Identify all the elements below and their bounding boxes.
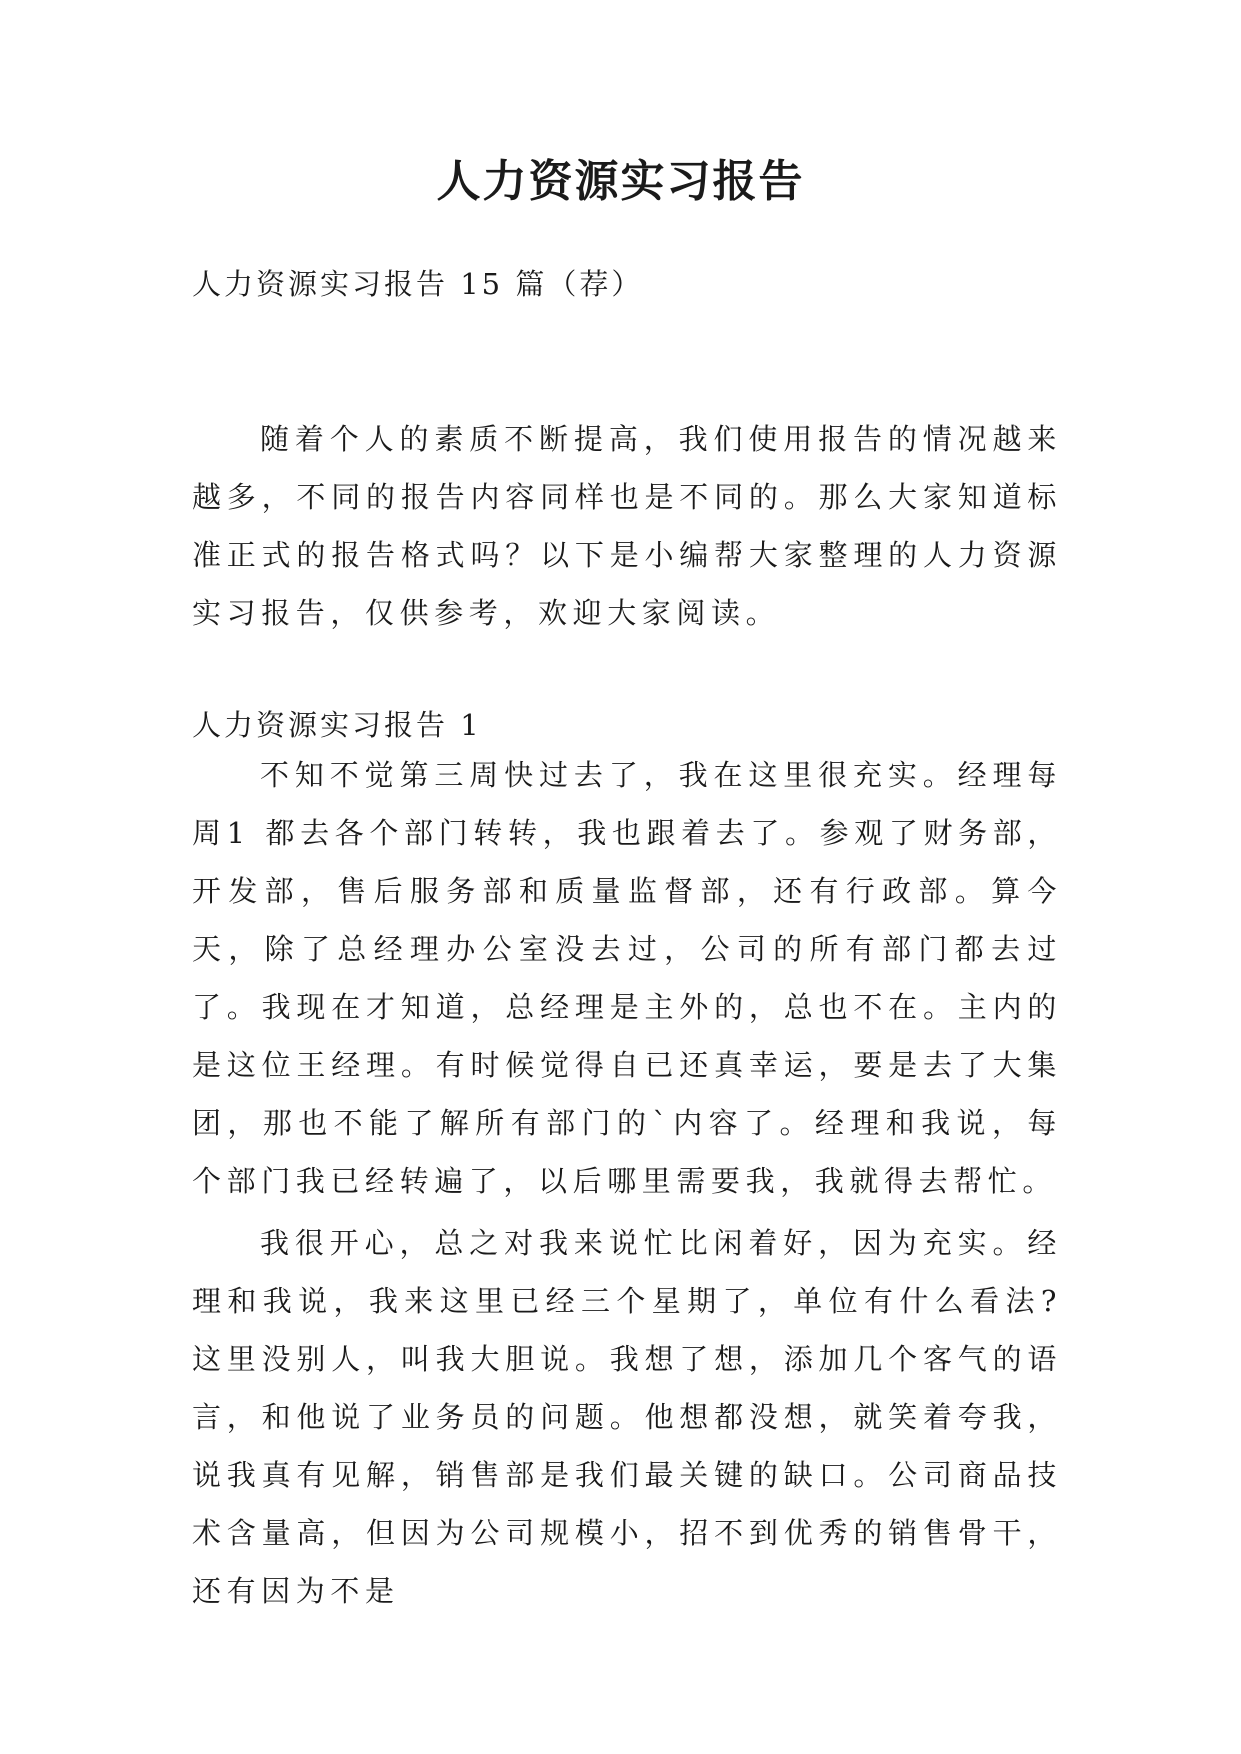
document-title: 人力资源实习报告 xyxy=(436,156,805,207)
document-subtitle: 人力资源实习报告 15 篇（荐） xyxy=(192,267,644,301)
body-paragraph-1: 不知不觉第三周快过去了，我在这里很充实。经理每周1 都去各个部门转转，我也跟着去了。参观了财务部，开发部，售后服务部和质量监督部，还有行政部。算今天，除了总经理办公室没去过，公司的所有部门都去过了。我现在才知道，总经理是主外的，总也不在。主内的是这位王经理。有时候觉得自已还真幸运，要是去了大集团，那也不能了解所有部门的`内容了。经理和我说，每个部门我已经转遍了，以后哪里需要我，我就得去帮忙。 xyxy=(192,758,1062,1198)
body-paragraph-2: 我很开心，总之对我来说忙比闲着好，因为充实。经理和我说，我来这里已经三个星期了，单位有什么看法?这里没别人，叫我大胆说。我想了想，添加几个客气的语言，和他说了业务员的问题。他想都没想，就笑着夸我，说我真有见解，销售部是我们最关键的缺口。公司商品技术含量高，但因为公司规模小，招不到优秀的销售骨干，还有因为不是 xyxy=(192,1226,1062,1608)
section-heading: 人力资源实习报告 1 xyxy=(192,708,482,742)
intro-paragraph: 随着个人的素质不断提高，我们使用报告的情况越来越多，不同的报告内容同样也是不同的。那么大家知道标准正式的报告格式吗？以下是小编帮大家整理的人力资源实习报告，仅供参考，欢迎大家阅读。 xyxy=(192,422,1062,630)
